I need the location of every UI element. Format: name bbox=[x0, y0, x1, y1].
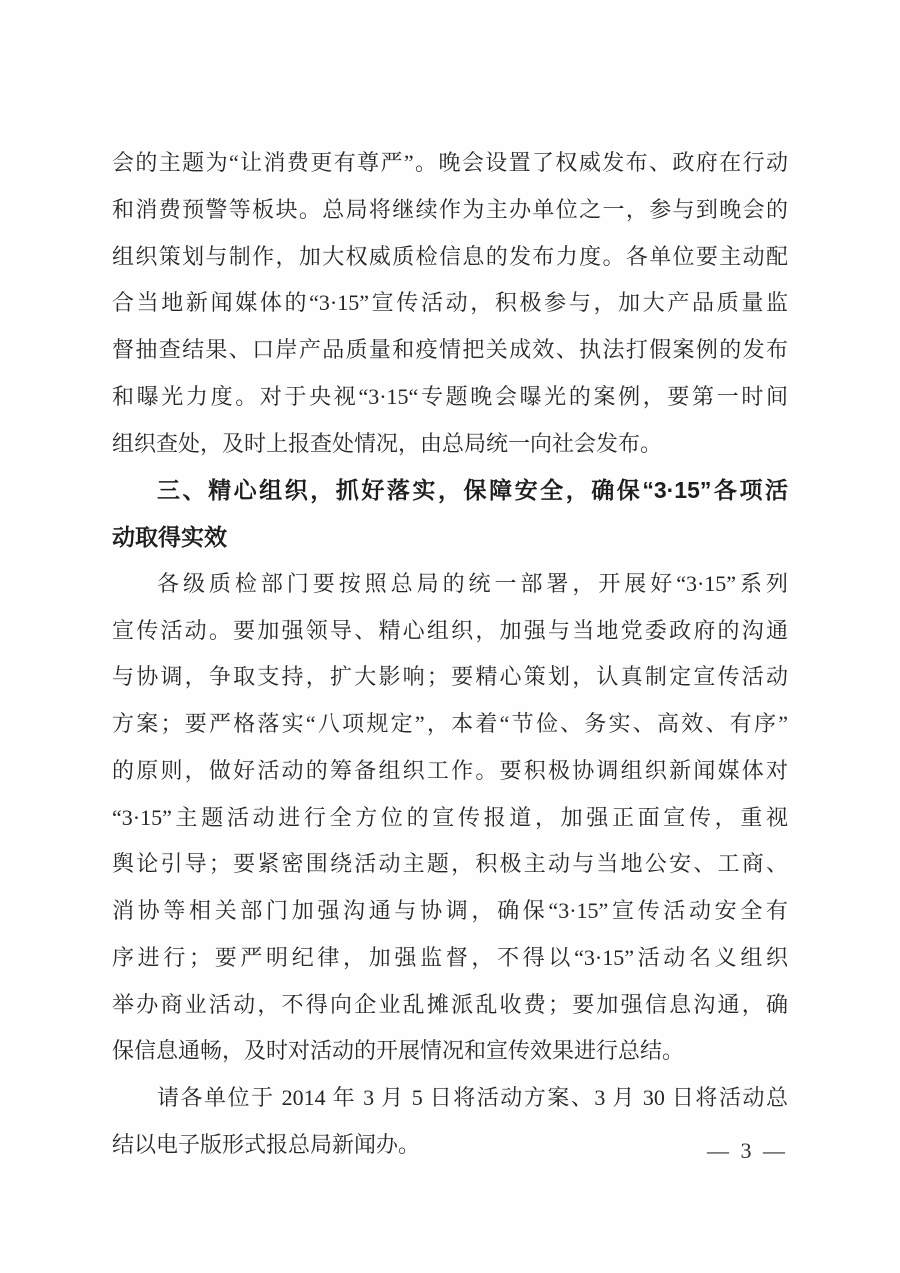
body-text-line: 和曝光力度。对于央视“3·15“专题晚会曝光的案例，要第一时间 bbox=[112, 383, 788, 409]
body-text-line: 舆论引导；要紧密围绕活动主题，积极主动与当地公安、工商、 bbox=[112, 851, 788, 877]
body-text-line: 宣传活动。要加强领导、精心组织，加强与当地党委政府的沟通 bbox=[112, 617, 788, 643]
body-text-line: 和消费预警等板块。总局将继续作为主办单位之一，参与到晚会的 bbox=[112, 196, 788, 222]
body-text-line: 组织查处，及时上报查处情况，由总局统一向社会发布。 bbox=[112, 430, 663, 456]
document-text-block bbox=[112, 140, 788, 1169]
body-text-line: 保信息通畅，及时对活动的开展情况和宣传效果进行总结。 bbox=[112, 1038, 685, 1064]
body-text-line: 与协调，争取支持，扩大影响；要精心策划，认真制定宣传活动 bbox=[112, 664, 788, 690]
body-text-line: 会的主题为“让消费更有尊严”。晚会设置了权威发布、政府在行动 bbox=[112, 150, 788, 175]
body-text-line: “3·15”主题活动进行全方位的宣传报道，加强正面宣传，重视 bbox=[112, 804, 788, 830]
body-text-line: 的原则，做好活动的筹备组织工作。要积极协调组织新闻媒体对 bbox=[112, 757, 788, 783]
body-text-line: 方案；要严格落实“八项规定”，本着“节俭、务实、高效、有序” bbox=[112, 711, 788, 736]
page-number: — 3 — bbox=[707, 1138, 788, 1163]
section-heading-line: 动取得实效 bbox=[112, 524, 227, 550]
body-text-line: 请各单位于 2014 年 3 月 5 日将活动方案、3 月 30 日将活动总 bbox=[157, 1085, 788, 1110]
body-text-line: 督抽查结果、口岸产品质量和疫情把关成效、执法打假案例的发布 bbox=[112, 337, 788, 362]
section-heading-line: 三、精心组织，抓好落实，保障安全，确保“3·15”各项活 bbox=[157, 477, 788, 504]
body-text-line: 各级质检部门要按照总局的统一部署，开展好“3·15”系列 bbox=[157, 570, 788, 596]
body-text-line: 举办商业活动，不得向企业乱摊派乱收费；要加强信息沟通，确 bbox=[112, 991, 788, 1017]
body-text-line: 序进行；要严明纪律，加强监督，不得以“3·15”活动名义组织 bbox=[112, 944, 788, 970]
body-text-line: 合当地新闻媒体的“3·15”宣传活动，积极参与，加大产品质量监 bbox=[112, 290, 788, 316]
body-text-line: 消协等相关部门加强沟通与协调，确保“3·15”宣传活动安全有 bbox=[112, 898, 788, 923]
body-text-line: 组织策划与制作，加大权威质检信息的发布力度。各单位要主动配 bbox=[112, 243, 788, 269]
body-text-line: 结以电子版形式报总局新闻办。 bbox=[112, 1131, 421, 1157]
